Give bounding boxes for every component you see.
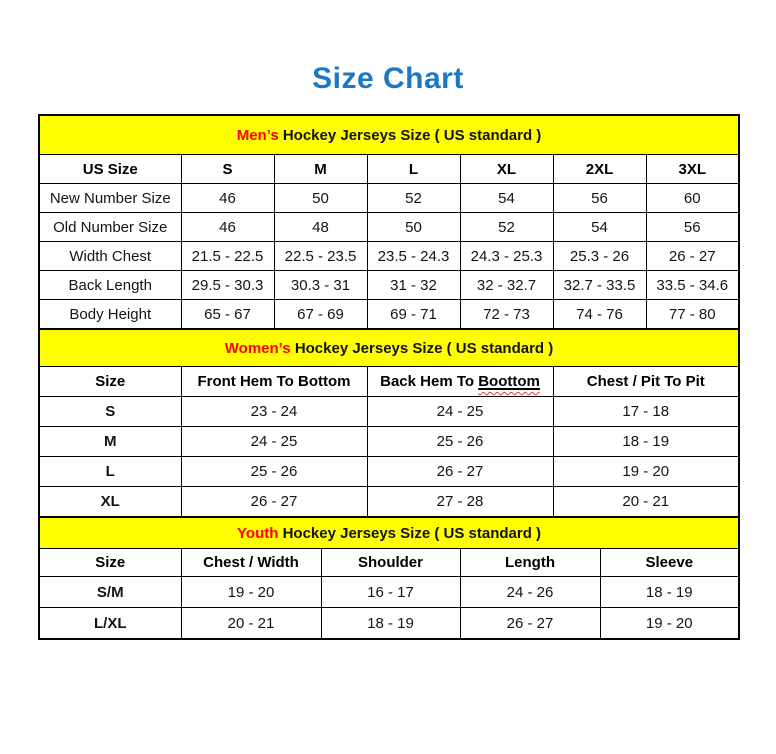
youth-col-header-sleeve: Sleeve — [600, 549, 739, 577]
womens-size-value: 19 - 20 — [553, 457, 739, 487]
youth-col-header-chest-width: Chest / Width — [181, 549, 321, 577]
womens-col-header-front-hem: Front Hem To Bottom — [181, 367, 367, 397]
womens-col-header-size: Size — [39, 367, 181, 397]
womens-size-value: 24 - 25 — [181, 427, 367, 457]
size-chart-page — [0, 62, 776, 640]
youth-row-label: S/M — [39, 577, 181, 608]
mens-col-header-s: S — [181, 155, 274, 184]
youth-row-lxl — [39, 608, 739, 640]
mens-size-value: 69 - 71 — [367, 300, 460, 330]
mens-size-value: 50 — [274, 184, 367, 213]
womens-size-value: 17 - 18 — [553, 397, 739, 427]
youth-header-row — [39, 549, 739, 577]
youth-banner-row — [39, 517, 739, 549]
womens-size-value: 23 - 24 — [181, 397, 367, 427]
youth-section-banner — [39, 517, 739, 549]
womens-row-label: M — [39, 427, 181, 457]
womens-row-label: L — [39, 457, 181, 487]
mens-row-label: Old Number Size — [39, 213, 181, 242]
youth-col-header-length: Length — [460, 549, 600, 577]
womens-size-value: 25 - 26 — [367, 427, 553, 457]
mens-size-value: 26 - 27 — [646, 242, 739, 271]
back-hem-prefix: Back Hem To — [380, 373, 475, 390]
mens-size-value: 29.5 - 30.3 — [181, 271, 274, 300]
mens-size-value: 48 — [274, 213, 367, 242]
womens-size-value: 24 - 25 — [367, 397, 553, 427]
mens-size-value: 65 - 67 — [181, 300, 274, 330]
mens-size-value: 30.3 - 31 — [274, 271, 367, 300]
womens-banner-highlight: Women’s — [224, 339, 291, 357]
mens-size-value: 46 — [181, 184, 274, 213]
youth-row-label: L/XL — [39, 608, 181, 640]
mens-section-banner — [39, 115, 739, 155]
womens-row-m — [39, 427, 739, 457]
youth-size-value: 16 - 17 — [321, 577, 460, 608]
youth-size-value: 19 - 20 — [181, 577, 321, 608]
mens-size-value: 32 - 32.7 — [460, 271, 553, 300]
womens-section-banner — [39, 329, 739, 367]
womens-row-s — [39, 397, 739, 427]
mens-banner-row — [39, 115, 739, 155]
womens-size-value: 27 - 28 — [367, 487, 553, 518]
youth-size-value: 18 - 19 — [600, 577, 739, 608]
mens-size-value: 52 — [367, 184, 460, 213]
mens-col-header-xl: XL — [460, 155, 553, 184]
back-hem-misspelled-word: Boottom — [478, 373, 540, 390]
mens-row-new-number — [39, 184, 739, 213]
mens-size-table — [38, 114, 740, 330]
youth-size-value: 18 - 19 — [321, 608, 460, 640]
youth-col-header-size: Size — [39, 549, 181, 577]
youth-col-header-shoulder: Shoulder — [321, 549, 460, 577]
womens-size-value: 26 - 27 — [181, 487, 367, 518]
youth-size-value: 26 - 27 — [460, 608, 600, 640]
womens-col-header-back-hem — [367, 367, 553, 397]
mens-row-label: New Number Size — [39, 184, 181, 213]
mens-size-value: 54 — [553, 213, 646, 242]
womens-row-label: XL — [39, 487, 181, 518]
youth-row-sm — [39, 577, 739, 608]
mens-size-value: 74 - 76 — [553, 300, 646, 330]
mens-size-value: 46 — [181, 213, 274, 242]
womens-row-label: S — [39, 397, 181, 427]
womens-size-value: 18 - 19 — [553, 427, 739, 457]
size-tables — [38, 114, 738, 640]
womens-size-table — [38, 328, 740, 518]
womens-header-row — [39, 367, 739, 397]
mens-row-body-height — [39, 300, 739, 330]
mens-col-header-us-size: US Size — [39, 155, 181, 184]
mens-row-label: Body Height — [39, 300, 181, 330]
mens-row-back-length — [39, 271, 739, 300]
mens-size-value: 21.5 - 22.5 — [181, 242, 274, 271]
mens-row-old-number — [39, 213, 739, 242]
mens-size-value: 77 - 80 — [646, 300, 739, 330]
womens-size-value: 20 - 21 — [553, 487, 739, 518]
mens-banner-text: Hockey Jerseys Size ( US standard ) — [282, 126, 542, 144]
mens-size-value: 24.3 - 25.3 — [460, 242, 553, 271]
mens-size-value: 67 - 69 — [274, 300, 367, 330]
youth-banner-text: Hockey Jerseys Size ( US standard ) — [282, 524, 542, 542]
mens-size-value: 56 — [646, 213, 739, 242]
womens-size-value: 26 - 27 — [367, 457, 553, 487]
mens-banner-highlight: Men’s — [236, 126, 279, 144]
mens-size-value: 31 - 32 — [367, 271, 460, 300]
mens-size-value: 32.7 - 33.5 — [553, 271, 646, 300]
mens-size-value: 22.5 - 23.5 — [274, 242, 367, 271]
youth-banner-highlight: Youth — [237, 524, 279, 542]
mens-col-header-l: L — [367, 155, 460, 184]
mens-size-value: 52 — [460, 213, 553, 242]
mens-row-label: Back Length — [39, 271, 181, 300]
mens-col-header-3xl: 3XL — [646, 155, 739, 184]
mens-size-value: 33.5 - 34.6 — [646, 271, 739, 300]
mens-col-header-m: M — [274, 155, 367, 184]
mens-row-width-chest — [39, 242, 739, 271]
mens-header-row — [39, 155, 739, 184]
womens-size-value: 25 - 26 — [181, 457, 367, 487]
womens-banner-row — [39, 329, 739, 367]
page-title: Size Chart — [312, 62, 464, 95]
mens-size-value: 23.5 - 24.3 — [367, 242, 460, 271]
youth-size-value: 20 - 21 — [181, 608, 321, 640]
youth-size-table — [38, 516, 740, 640]
mens-size-value: 56 — [553, 184, 646, 213]
youth-size-value: 24 - 26 — [460, 577, 600, 608]
mens-size-value: 50 — [367, 213, 460, 242]
mens-size-value: 60 — [646, 184, 739, 213]
mens-col-header-2xl: 2XL — [553, 155, 646, 184]
womens-banner-text: Hockey Jerseys Size ( US standard ) — [294, 339, 554, 357]
mens-row-label: Width Chest — [39, 242, 181, 271]
womens-row-xl — [39, 487, 739, 518]
youth-size-value: 19 - 20 — [600, 608, 739, 640]
mens-size-value: 54 — [460, 184, 553, 213]
womens-col-header-chest: Chest / Pit To Pit — [553, 367, 739, 397]
mens-size-value: 25.3 - 26 — [553, 242, 646, 271]
womens-row-l — [39, 457, 739, 487]
mens-size-value: 72 - 73 — [460, 300, 553, 330]
